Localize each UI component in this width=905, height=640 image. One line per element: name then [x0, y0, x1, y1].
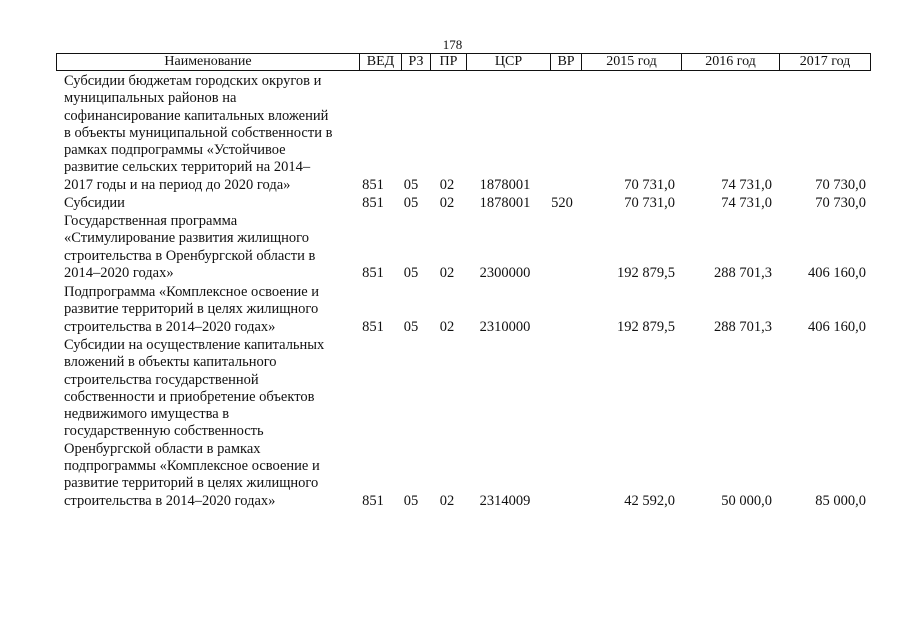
- row-pr: 02: [439, 195, 455, 211]
- header-2015: 2015 год: [581, 54, 681, 70]
- row-2015: 192 879,5: [617, 319, 675, 335]
- row-2015: 70 731,0: [624, 177, 675, 193]
- row-2016: 288 701,3: [714, 265, 772, 281]
- row-rz: 05: [403, 493, 419, 509]
- header-2017: 2017 год: [779, 54, 870, 70]
- header-pr: ПР: [430, 54, 466, 70]
- table-header: [56, 53, 871, 71]
- row-rz: 05: [403, 195, 419, 211]
- row-vr: 520: [551, 195, 573, 211]
- row-2017: 85 000,0: [815, 493, 866, 509]
- row-rz: 05: [403, 319, 419, 335]
- row-rz: 05: [403, 177, 419, 193]
- header-ved: ВЕД: [359, 54, 401, 70]
- row-2015: 42 592,0: [624, 493, 675, 509]
- row-ved: 851: [362, 195, 384, 211]
- row-2017: 70 730,0: [815, 195, 866, 211]
- row-2016: 50 000,0: [721, 493, 772, 509]
- row-pr: 02: [439, 265, 455, 281]
- header-rz: РЗ: [401, 54, 430, 70]
- row-2015: 70 731,0: [624, 195, 675, 211]
- row-2017: 70 730,0: [815, 177, 866, 193]
- row-pr: 02: [439, 493, 455, 509]
- row-name: Субсидии на осуществление капитальных вложений в объекты капитального строительства государственной собственности и приобретение объектов недвижимого имущества в государственную собственность Оренбургской области в рамках подпрограммы «Комплексное освоение и развитие территорий в целях жилищного строительства в 2014–2020 годах»: [64, 337, 325, 509]
- row-csr: 1878001: [479, 195, 531, 211]
- header-vr: ВР: [550, 54, 581, 70]
- row-2015: 192 879,5: [617, 265, 675, 281]
- row-2016: 74 731,0: [721, 195, 772, 211]
- row-rz: 05: [403, 265, 419, 281]
- row-pr: 02: [439, 177, 455, 193]
- row-name: Субсидии: [64, 195, 125, 211]
- row-csr: 1878001: [479, 177, 531, 193]
- page-number: 178: [442, 37, 463, 52]
- row-name: Субсидии бюджетам городских округов и муниципальных районов на софинансирование капитальных вложений в объекты муниципальной собственности в рамках подпрограммы «Устойчивое развитие сельских территорий на 2014– 2017 годы и на период до 2020 года»: [64, 73, 333, 193]
- row-name: Государственная программа «Стимулирование развития жилищного строительства в Оренбургской области в 2014–2020 годах»: [64, 213, 316, 281]
- row-csr: 2300000: [479, 265, 531, 281]
- row-name: Подпрограмма «Комплексное освоение и развитие территорий в целях жилищного строительства в 2014–2020 годах»: [64, 284, 320, 335]
- row-2016: 74 731,0: [721, 177, 772, 193]
- row-pr: 02: [439, 319, 455, 335]
- row-2016: 288 701,3: [714, 319, 772, 335]
- row-2017: 406 160,0: [808, 319, 866, 335]
- header-name: Наименование: [164, 54, 252, 69]
- row-ved: 851: [362, 265, 384, 281]
- row-ved: 851: [362, 493, 384, 509]
- header-2016: 2016 год: [681, 54, 779, 70]
- row-csr: 2314009: [479, 493, 531, 509]
- row-ved: 851: [362, 177, 384, 193]
- row-csr: 2310000: [479, 319, 531, 335]
- row-ved: 851: [362, 319, 384, 335]
- header-csr: ЦСР: [466, 54, 550, 70]
- row-2017: 406 160,0: [808, 265, 866, 281]
